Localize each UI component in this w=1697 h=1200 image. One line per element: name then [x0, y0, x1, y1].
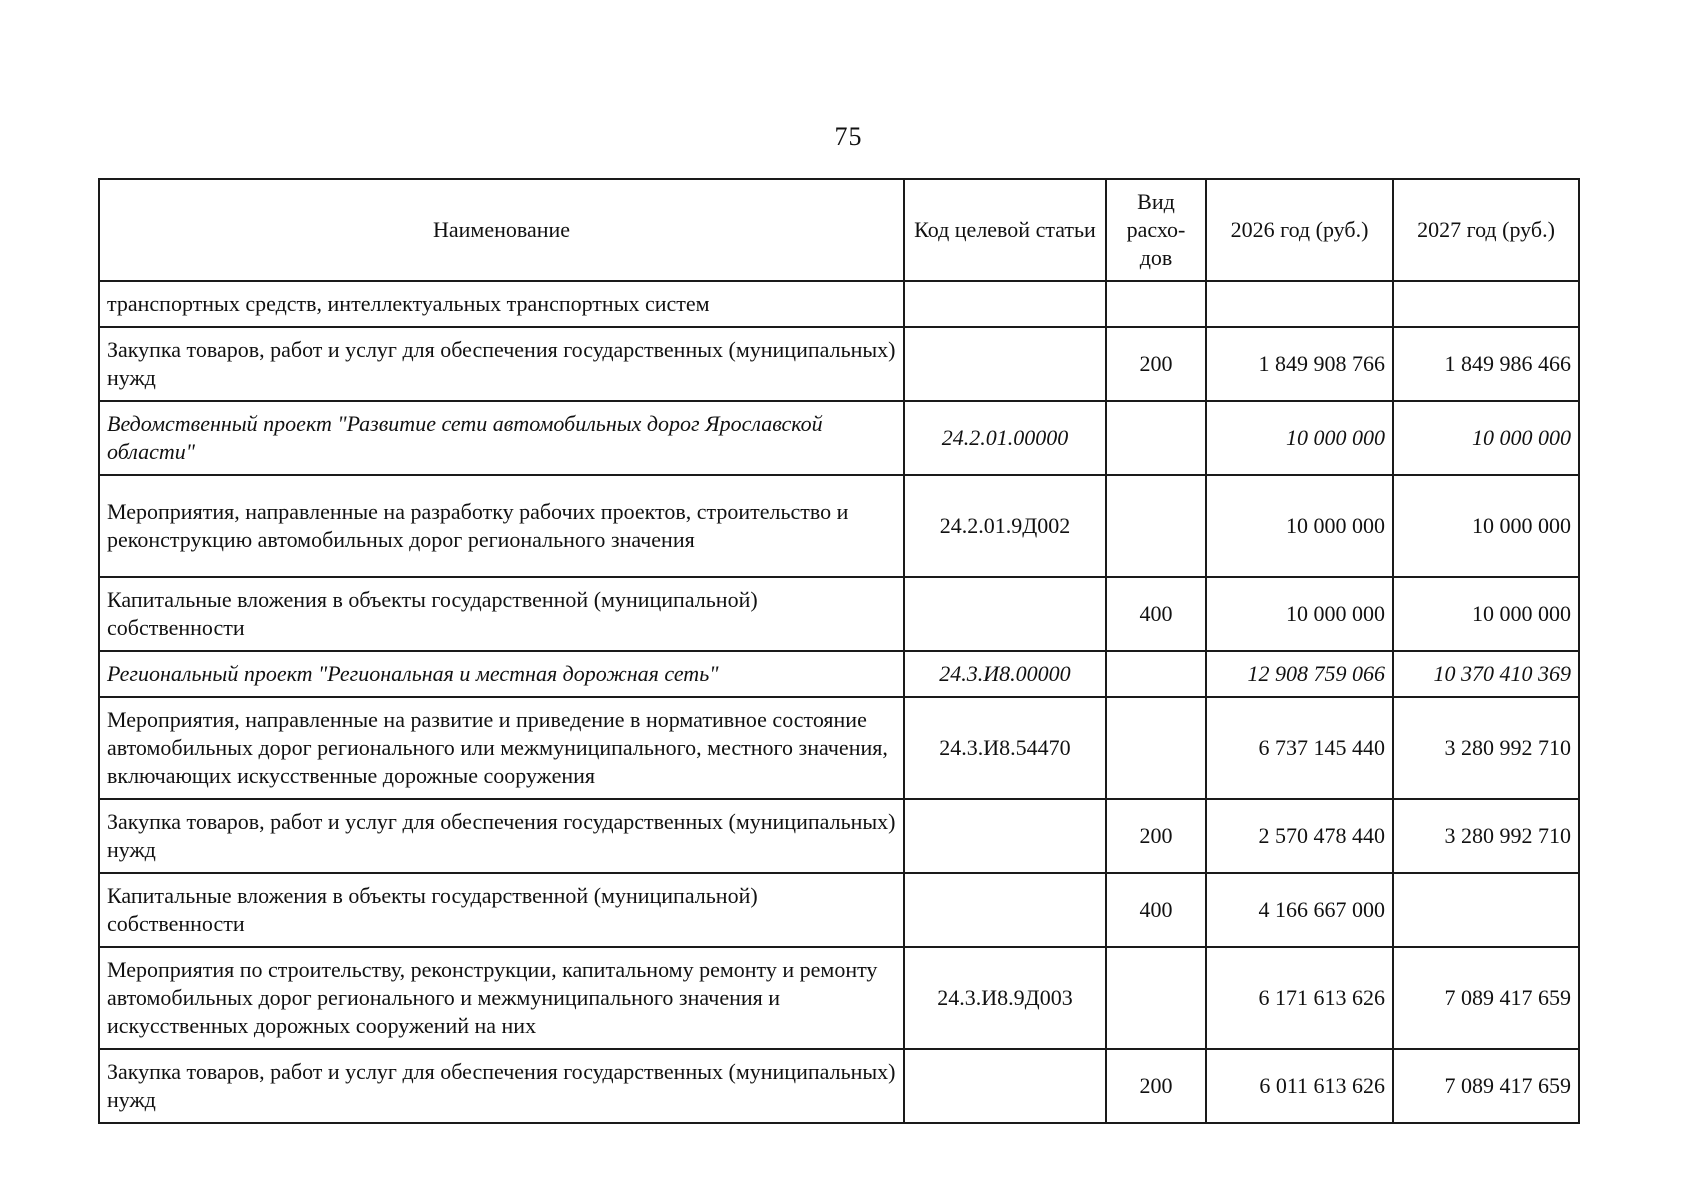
table-row [99, 947, 1579, 1049]
row-code: 24.3.И8.54470 [904, 697, 1106, 799]
row-code [904, 281, 1106, 327]
table-row [99, 475, 1579, 577]
row-name: Ведомственный проект "Развитие сети автомобильных дорог Ярославской области" [99, 401, 904, 475]
row-code: 24.3.И8.9Д003 [904, 947, 1106, 1049]
row-code: 24.2.01.9Д002 [904, 475, 1106, 577]
row-code [904, 327, 1106, 401]
table-row [99, 327, 1579, 401]
row-code: 24.2.01.00000 [904, 401, 1106, 475]
row-value-2027: 3 280 992 710 [1393, 697, 1579, 799]
row-value-2026: 4 166 667 000 [1206, 873, 1393, 947]
row-value-2027: 10 000 000 [1393, 577, 1579, 651]
row-value-2026: 6 011 613 626 [1206, 1049, 1393, 1123]
table-row [99, 799, 1579, 873]
row-name: Капитальные вложения в объекты государственной (муниципальной) собственности [99, 873, 904, 947]
row-value-2026 [1206, 281, 1393, 327]
row-value-2027: 1 849 986 466 [1393, 327, 1579, 401]
header-type: Вид расхо-дов [1106, 179, 1206, 281]
row-code [904, 799, 1106, 873]
row-code [904, 577, 1106, 651]
row-type [1106, 947, 1206, 1049]
row-type [1106, 401, 1206, 475]
row-code [904, 873, 1106, 947]
budget-table [98, 178, 1580, 1124]
row-name: Закупка товаров, работ и услуг для обеспечения государственных (муниципальных) нужд [99, 327, 904, 401]
table-row [99, 281, 1579, 327]
header-code: Код целевой статьи [904, 179, 1106, 281]
row-name: Мероприятия, направленные на разработку рабочих проектов, строительство и реконструкцию автомобильных дорог регионального значения [99, 475, 904, 577]
row-name: Закупка товаров, работ и услуг для обеспечения государственных (муниципальных) нужд [99, 1049, 904, 1123]
row-code [904, 1049, 1106, 1123]
row-type: 200 [1106, 1049, 1206, 1123]
row-value-2026: 1 849 908 766 [1206, 327, 1393, 401]
row-type: 200 [1106, 327, 1206, 401]
row-type [1106, 281, 1206, 327]
header-year-2027: 2027 год (руб.) [1393, 179, 1579, 281]
row-value-2026: 12 908 759 066 [1206, 651, 1393, 697]
row-value-2027: 10 000 000 [1393, 475, 1579, 577]
row-value-2026: 10 000 000 [1206, 401, 1393, 475]
row-value-2027 [1393, 873, 1579, 947]
row-value-2027: 10 370 410 369 [1393, 651, 1579, 697]
row-name: Региональный проект "Региональная и местная дорожная сеть" [99, 651, 904, 697]
table-row [99, 697, 1579, 799]
row-value-2027: 10 000 000 [1393, 401, 1579, 475]
row-name: Мероприятия, направленные на развитие и приведение в нормативное состояние автомобильных дорог регионального или межмуниципального, местного значения, включающих искусственные дорожные сооружения [99, 697, 904, 799]
row-type [1106, 475, 1206, 577]
row-code: 24.3.И8.00000 [904, 651, 1106, 697]
row-type [1106, 697, 1206, 799]
table-row [99, 1049, 1579, 1123]
row-type [1106, 651, 1206, 697]
table-row [99, 577, 1579, 651]
header-year-2026: 2026 год (руб.) [1206, 179, 1393, 281]
row-value-2027: 7 089 417 659 [1393, 1049, 1579, 1123]
row-name: Капитальные вложения в объекты государственной (муниципальной) собственности [99, 577, 904, 651]
row-value-2026: 2 570 478 440 [1206, 799, 1393, 873]
row-value-2026: 6 737 145 440 [1206, 697, 1393, 799]
page-number: 75 [834, 122, 863, 151]
table-row [99, 873, 1579, 947]
row-value-2026: 6 171 613 626 [1206, 947, 1393, 1049]
header-name: Наименование [99, 179, 904, 281]
row-value-2027: 7 089 417 659 [1393, 947, 1579, 1049]
row-name: транспортных средств, интеллектуальных транспортных систем [99, 281, 904, 327]
row-type: 200 [1106, 799, 1206, 873]
row-type: 400 [1106, 873, 1206, 947]
row-type: 400 [1106, 577, 1206, 651]
table-row [99, 401, 1579, 475]
row-value-2027: 3 280 992 710 [1393, 799, 1579, 873]
row-name: Мероприятия по строительству, реконструкции, капитальному ремонту и ремонту автомобильных дорог регионального и межмуниципального значения и искусственных дорожных сооружений на них [99, 947, 904, 1049]
table-row [99, 651, 1579, 697]
row-value-2026: 10 000 000 [1206, 475, 1393, 577]
row-name: Закупка товаров, работ и услуг для обеспечения государственных (муниципальных) нужд [99, 799, 904, 873]
table-header-row [99, 179, 1579, 281]
row-value-2026: 10 000 000 [1206, 577, 1393, 651]
row-value-2027 [1393, 281, 1579, 327]
